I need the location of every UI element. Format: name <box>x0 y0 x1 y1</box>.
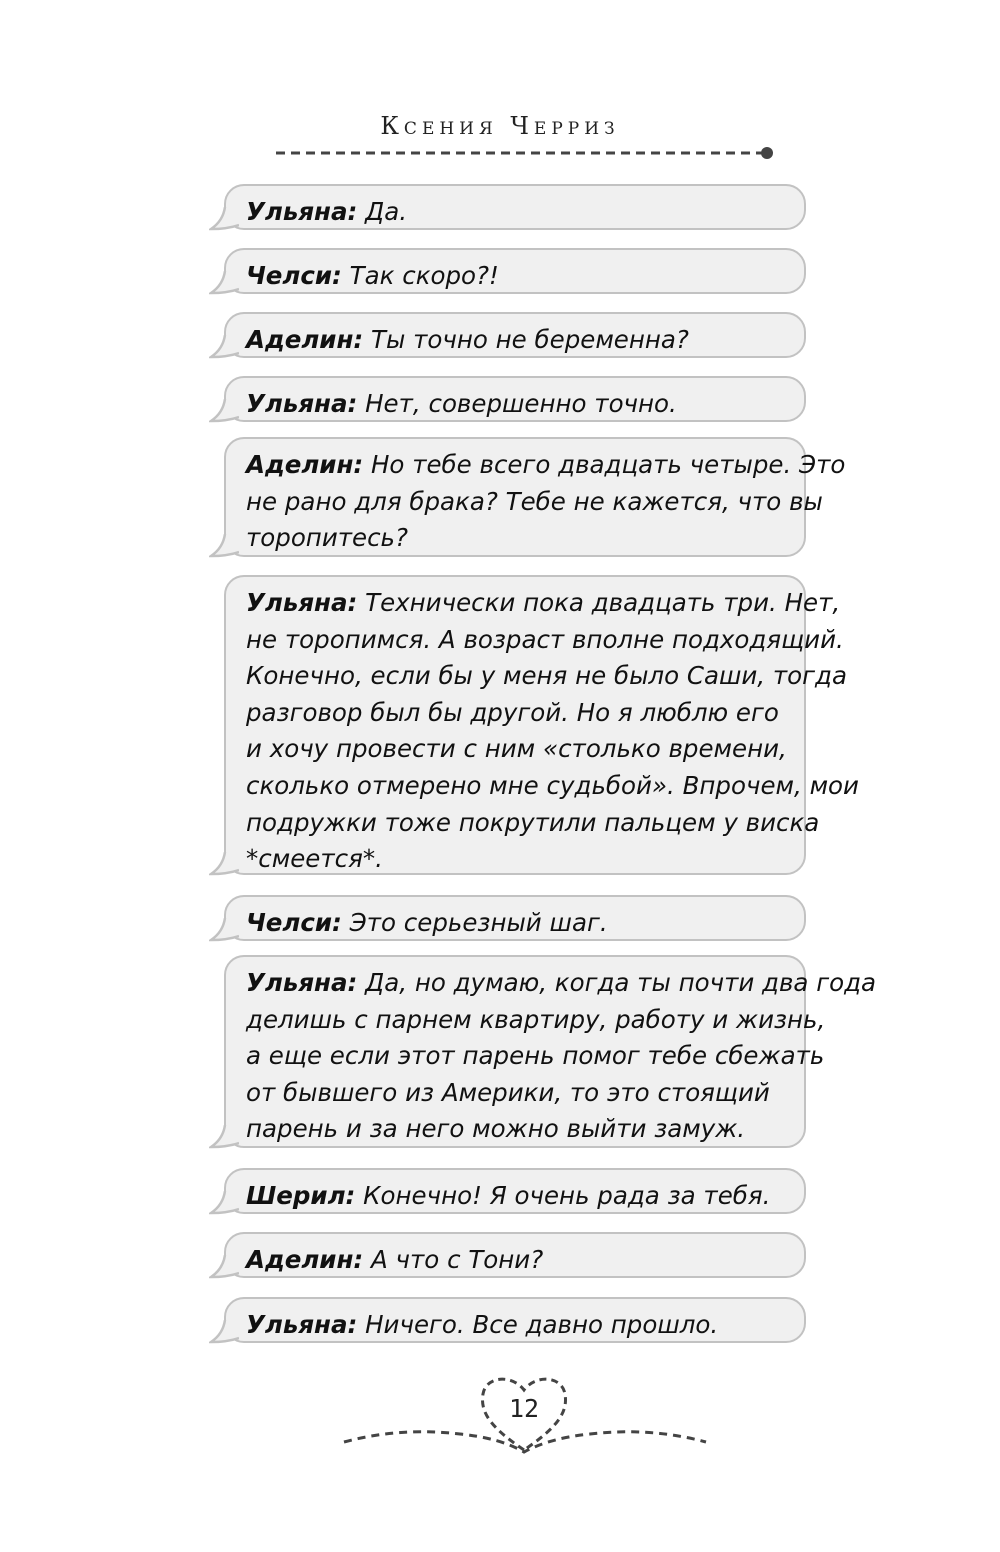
message-text: Нет, совершенно точно. <box>365 389 677 418</box>
chat-line <box>246 1075 794 1112</box>
chat-line <box>246 484 823 521</box>
message-text: А что с Тони? <box>371 1245 544 1274</box>
chat-line <box>246 1242 794 1279</box>
chat-bubble <box>224 184 806 230</box>
chat-bubble <box>224 376 806 422</box>
speaker-name: Ульяна: <box>246 968 358 997</box>
speaker-name: Аделин: <box>246 325 364 354</box>
speaker-name: Ульяна: <box>246 1310 358 1339</box>
message-text: разговор был бы другой. Но я люблю его <box>246 697 779 727</box>
message-text: парень и за него можно выйти замуж. <box>246 1114 746 1144</box>
bubble-tail <box>209 852 239 876</box>
bubble-tail <box>209 1125 239 1149</box>
speaker-name: Ульяна: <box>246 197 358 226</box>
message-text: от бывшего из Америки, то это стоящий <box>246 1077 770 1107</box>
bubble-tail <box>209 207 239 231</box>
bubble-tail <box>209 399 239 423</box>
chat-line <box>246 520 794 557</box>
speaker-name: Челси: <box>246 908 342 937</box>
chat-line <box>246 658 847 695</box>
message-text: подружки тоже покрутили пальцем у виска <box>246 807 820 837</box>
message-text: делишь с парнем квартиру, работу и жизнь, <box>246 1004 826 1034</box>
speaker-name: Ульяна: <box>246 588 358 617</box>
message-text: не торопимся. А возраст вполне подходящий. <box>246 624 844 654</box>
message-text: Конечно, если бы у меня не было Саши, тогда <box>246 661 847 691</box>
chat-line <box>246 695 794 732</box>
chat-bubble <box>224 1168 806 1214</box>
chat-line <box>246 585 841 622</box>
chat-bubble <box>224 312 806 358</box>
message-text: Да, но думаю, когда ты почти два года <box>365 968 877 997</box>
message-text: Конечно! Я очень рада за тебя. <box>363 1181 771 1210</box>
message-text: *смеется*. <box>246 844 383 874</box>
running-head-author: Ксения Черриз <box>380 112 620 140</box>
speaker-name: Аделин: <box>246 450 364 479</box>
page-number: 12 <box>508 1394 540 1423</box>
chat-bubble <box>224 955 877 1148</box>
chat-line <box>246 1111 794 1148</box>
bubble-tail <box>209 1191 239 1215</box>
chat-line <box>246 1038 825 1075</box>
speaker-name: Челси: <box>246 261 342 290</box>
message-text: торопитесь? <box>246 523 409 553</box>
chat-line <box>246 622 844 659</box>
message-text: Ты точно не беременна? <box>371 325 689 354</box>
bubble-tail <box>209 271 239 295</box>
message-text: Ничего. Все давно прошло. <box>365 1310 719 1339</box>
speaker-name: Шерил: <box>246 1181 356 1210</box>
speaker-name: Ульяна: <box>246 389 358 418</box>
message-text: Да. <box>365 197 408 226</box>
chat-line <box>246 194 794 231</box>
bubble-tail <box>209 1255 239 1279</box>
bubble-tail <box>209 534 239 558</box>
message-text: Но тебе всего двадцать четыре. Это <box>371 450 846 479</box>
chat-bubble <box>224 1232 806 1278</box>
chat-bubble <box>224 895 806 941</box>
chat-line <box>246 731 794 768</box>
message-text: Технически пока двадцать три. Нет, <box>365 588 841 617</box>
message-text: Это серьезный шаг. <box>349 908 608 937</box>
speaker-name: Аделин: <box>246 1245 364 1274</box>
message-text: не рано для брака? Тебе не кажется, что вы <box>246 486 823 516</box>
chat-line <box>246 322 794 359</box>
chat-line <box>246 1002 826 1039</box>
chat-line <box>246 386 794 423</box>
chat-line <box>246 905 794 942</box>
chat-bubble <box>224 1297 806 1343</box>
header-dashed-rule <box>270 140 780 164</box>
chat-line <box>246 768 859 805</box>
chat-line <box>246 805 820 842</box>
bubble-tail <box>209 918 239 942</box>
chat-line <box>246 1178 794 1215</box>
chat-bubble <box>224 248 806 294</box>
chat-bubble <box>224 437 846 557</box>
bubble-tail <box>209 1320 239 1344</box>
chat-line <box>246 1307 794 1344</box>
chat-line <box>246 841 794 878</box>
bubble-tail <box>209 335 239 359</box>
chat-line <box>246 258 794 295</box>
message-text: а еще если этот парень помог тебе сбежать <box>246 1041 825 1071</box>
message-text: Так скоро?! <box>349 261 499 290</box>
message-text: и хочу провести с ним «столько времени, <box>246 734 787 764</box>
chat-bubble <box>224 575 859 875</box>
chat-line <box>246 447 846 484</box>
message-text: сколько отмерено мне судьбой». Впрочем, мои <box>246 770 859 800</box>
chat-line <box>246 965 877 1002</box>
